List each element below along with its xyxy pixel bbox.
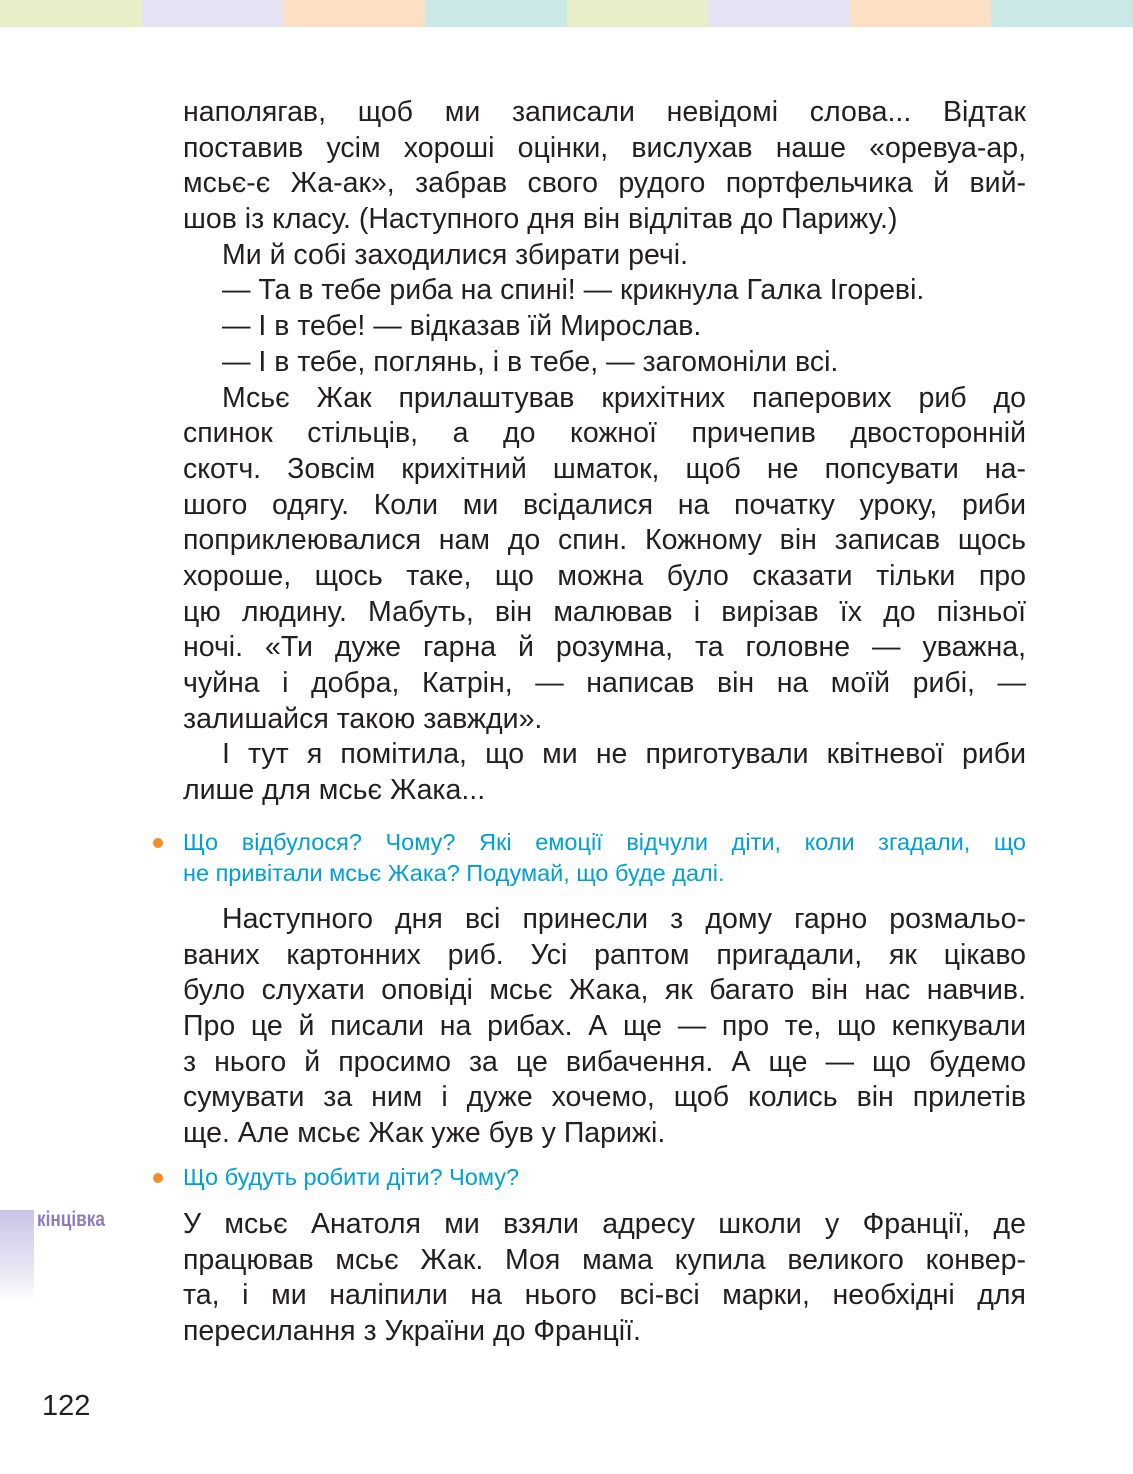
color-segment [567,0,709,27]
sidebar-marker-tab [0,1210,34,1302]
text-line: ваних картонних риб. Усі раптом пригадали, як цікаво [183,938,1026,971]
question-block-2 [183,1162,1026,1193]
question-line: Що відбулося? Чому? Які емоції відчули діти, коли згадали, що [183,829,1026,855]
question-line: не привітали мсьє Жака? Подумай, що буде далі. [183,859,725,886]
text-line: цю людину. Мабуть, він малював і вирізав їх до пізньої [183,595,1026,628]
story-text-block-2 [183,902,1026,1152]
story-text-block-1 [183,95,1026,809]
text-line: У мсьє Анатоля ми взяли адресу школи у Франції, де [183,1208,1026,1240]
text-line: було слухати оповіді мсьє Жака, як багато він нас навчив. [183,974,1026,1007]
text-line: Мсьє Жак прилаштував крихітних паперових риб до [222,381,1026,414]
text-line: поприклеювалися нам до спин. Кожному він записав щось [183,524,1026,557]
text-line: чуйна і добра, Катрін, — написав він на моїй рибі, — [183,667,1026,699]
text-line: сумувати за ним і дуже хочемо, щоб колись він прилетів [183,1081,1026,1114]
text-line: пересилання з України до Франції. [183,1315,641,1348]
sidebar-label: кінцівка [37,1208,105,1231]
color-segment [283,0,425,27]
text-line: скотч. Зовсім крихітний шматок, щоб не попсувати на- [183,452,1026,485]
text-line: працював мсьє Жак. Моя мама купила великого конвер- [183,1243,1026,1276]
page-number: 122 [42,1390,91,1422]
text-line: Про це й писали на рибах. А ще — про те, що кепкували [183,1010,1026,1043]
dialogue-line: — І в тебе, поглянь, і в тебе, — загомоніли всі. [222,345,839,378]
text-line: поставив усім хороші оцінки, вислухав наше «оревуа-ар, [183,131,1026,164]
color-segment [991,0,1133,27]
text-line: спинок стільців, а до кожної причепив двосторонній [183,417,1026,450]
color-segment [142,0,284,27]
dialogue-line: — Та в тебе риба на спині! — крикнула Галка Ігореві. [222,274,925,307]
text-line: шов із класу. (Наступного дня він відлітав до Парижу.) [183,203,898,236]
dialogue-line: — І в тебе! — відказав їй Мирослав. [222,310,702,343]
text-line: наполягав, щоб ми записали невідомі слова... Відтак [183,96,1026,128]
color-segment [708,0,850,27]
text-line: залишайся такою завжди». [183,702,543,735]
story-text-block-3 [183,1207,1026,1350]
question-block-1 [183,827,1026,888]
text-line: ночі. «Ти дуже гарна й розумна, та головне — уважна, [183,631,1026,664]
text-line: та, і ми наліпили на нього всі-всі марки, необхідні для [183,1279,1026,1312]
text-line: Наступного дня всі принесли з дому гарно розмальо- [222,903,1026,935]
text-line: з нього й просимо за це вибачення. А ще — що будемо [183,1045,1026,1078]
orange-bullet-icon [153,1173,163,1183]
text-line: І тут я помітила, що ми не приготували квітневої риби [222,738,1026,771]
question-line: Що будуть робити діти? Чому? [183,1164,520,1190]
color-segment [425,0,567,27]
text-line: шого одягу. Коли ми всідалися на початку уроку, риби [183,488,1026,521]
text-line: лише для мсьє Жака... [183,774,486,807]
text-line: Ми й собі заходилися збирати речі. [222,238,688,271]
text-line: мсьє-є Жа-ак», забрав свого рудого портфельчика й вий- [183,167,1026,200]
color-segment [850,0,992,27]
top-color-bar [0,0,1133,27]
color-segment [0,0,142,27]
text-line: ще. Але мсьє Жак уже був у Парижі. [183,1117,666,1150]
orange-bullet-icon [153,838,163,848]
text-line: хороше, щось таке, що можна було сказати тільки про [183,559,1026,592]
